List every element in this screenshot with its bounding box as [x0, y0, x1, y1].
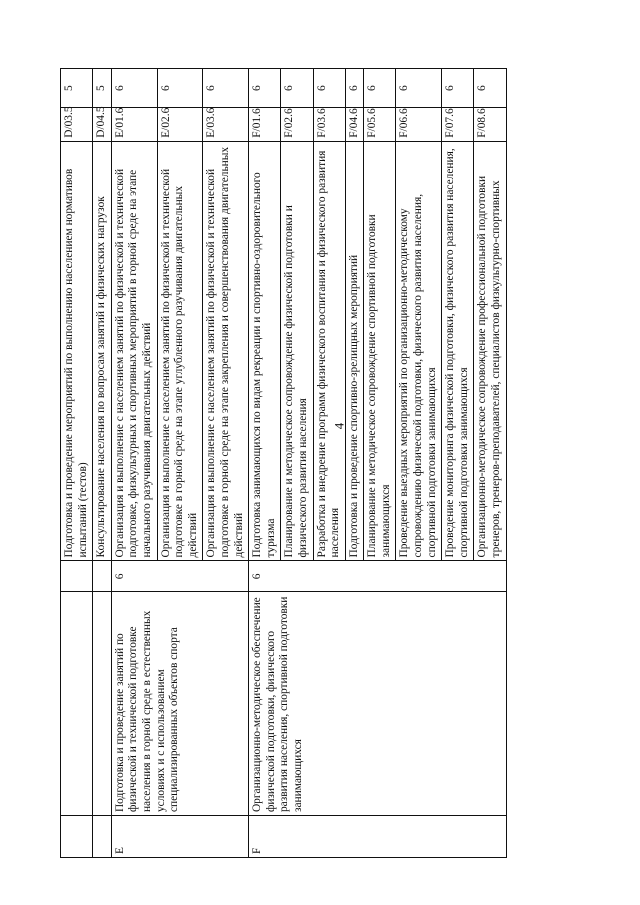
function-code: E/02.6: [157, 108, 203, 142]
function-code: F/07.6: [442, 108, 474, 142]
function-level: 6: [345, 69, 364, 108]
function-code: F/01.6: [249, 108, 281, 142]
function-level: 6: [111, 69, 157, 108]
function-name: Разработка и внедрение программ физического воспитания и физического развития населения: [313, 141, 345, 561]
table-row: [111, 69, 157, 858]
function-name: Консультирование населения по вопросам занятий и физических нагрузок: [93, 141, 112, 561]
function-level: 6: [474, 69, 506, 108]
function-code: D/03.5: [61, 108, 93, 142]
function-name: Организация и выполнение с населением занятий по физической и технической подготовке в горной среде на этапе углубленного разучивания двигательных действий: [157, 141, 203, 561]
function-code: F/03.6: [313, 108, 345, 142]
table-row: [93, 69, 112, 858]
function-name: Проведение мониторинга физической подготовки, физического развития населения, спортивной подготовки занимающихся: [442, 141, 474, 561]
group-code: E: [111, 816, 248, 858]
function-level: 6: [249, 69, 281, 108]
function-level: 5: [61, 69, 93, 108]
function-level: 6: [364, 69, 396, 108]
rotated-table-container: [60, 68, 580, 858]
function-level: 6: [157, 69, 203, 108]
function-name: Проведение выездных мероприятий по организационно-методическому сопровождению физической подготовки, физического развития населения, спортивной подготовки занимающихся: [396, 141, 442, 561]
function-name: Подготовка и проведение мероприятий по выполнению населением нормативов испытаний (тестов): [61, 141, 93, 561]
function-name: Планирование и методическое сопровождение спортивной подготовки занимающихся: [364, 141, 396, 561]
function-name: Подготовка и проведение спортивно-зрелищных мероприятий: [345, 141, 364, 561]
function-code: E/01.6: [111, 108, 157, 142]
function-name: Организация и выполнение с населением занятий по физической и технической подготовке, физкультурных и спортивных мероприятий в горной среде на этапе начального разучивания двигательных действий: [111, 141, 157, 561]
page-number: 4: [331, 422, 347, 430]
function-code: F/06.6: [396, 108, 442, 142]
function-level: 6: [313, 69, 345, 108]
function-name: Подготовка занимающихся по видам рекреации и спортивно-оздоровительного туризма: [249, 141, 281, 561]
function-name: Планирование и методическое сопровождение физической подготовки и физического развития населения: [281, 141, 313, 561]
function-code: F/04.6: [345, 108, 364, 142]
function-code: F/05.6: [364, 108, 396, 142]
function-level: 6: [442, 69, 474, 108]
function-name: Организационно-методическое сопровождение профессиональной подготовки тренеров, тренеров-преподавателей, специалистов физкультурно-спортивных: [474, 141, 506, 561]
function-code: D/04.5: [93, 108, 112, 142]
function-code: E/03.6: [203, 108, 249, 142]
group-code: F: [249, 816, 507, 858]
function-code: F/08.6: [474, 108, 506, 142]
table-row: [61, 69, 93, 858]
group-name: Подготовка и проведение занятий по физической и технической подготовке населения в горной среде в естественных условиях и с использованием специализированных объектов спорта: [111, 592, 248, 816]
group-level: 6: [111, 561, 248, 592]
function-code: F/02.6: [281, 108, 313, 142]
group-level: 6: [249, 561, 507, 592]
function-name: Организация и выполнение с населением занятий по физической и технической подготовке в горной среде на этапе закрепления и совершенствования двигательных действий: [203, 141, 249, 561]
function-level: 5: [93, 69, 112, 108]
function-level: 6: [203, 69, 249, 108]
table-row: [249, 69, 281, 858]
group-name: Организационно-методическое обеспечение физической подготовки, физического развития населения, спортивной подготовки занимающихся: [249, 592, 507, 816]
functions-table: [60, 68, 507, 858]
function-level: 6: [396, 69, 442, 108]
function-level: 6: [281, 69, 313, 108]
